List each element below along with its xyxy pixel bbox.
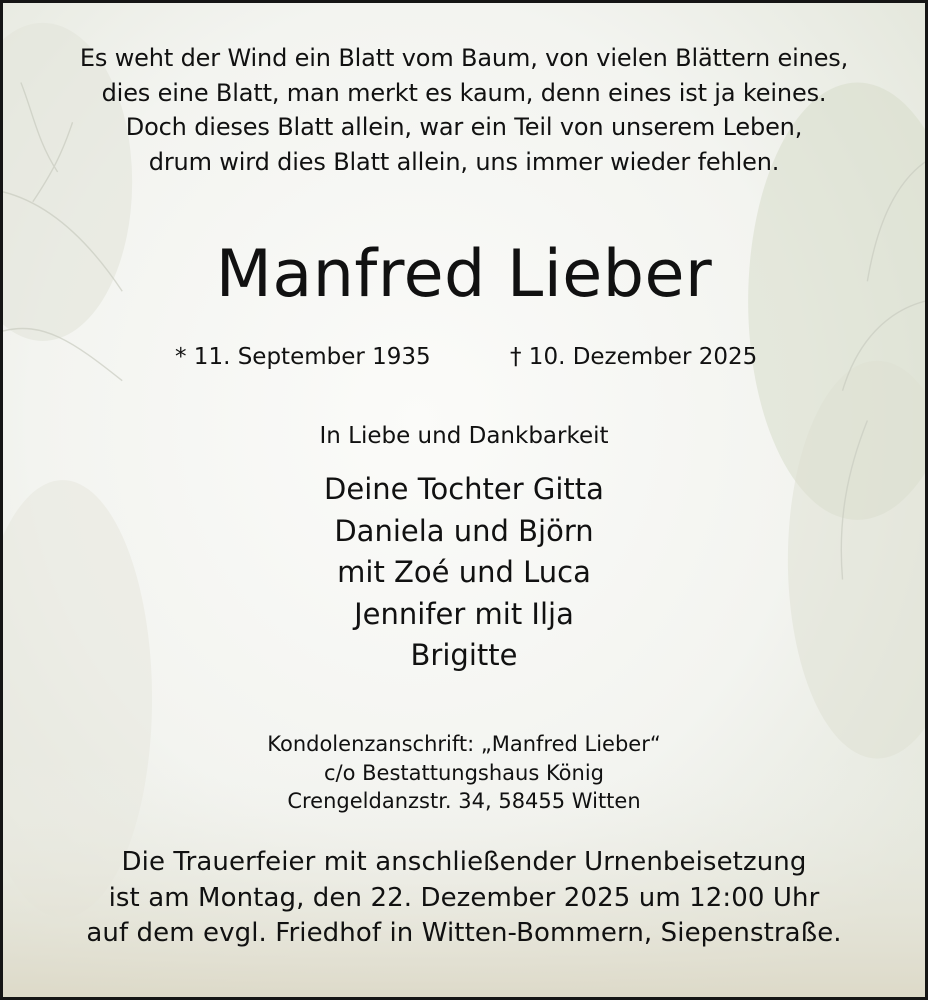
mourner-name: Deine Tochter Gitta [324, 472, 604, 506]
poem-line: Es weht der Wind ein Blatt vom Baum, von vielen Blättern eines, [79, 44, 849, 72]
mourner-name: mit Zoé und Luca [337, 555, 591, 589]
notice-content [3, 3, 925, 997]
address-line: c/o Bestattungshaus König [323, 760, 605, 785]
mourner-name: Daniela und Björn [334, 513, 594, 548]
poem [3, 41, 925, 179]
ceremony-line: auf dem evgl. Friedhof in Witten-Bommern, Siepenstraße. [86, 918, 842, 948]
mourners-list [3, 469, 925, 677]
address-line: Crengeldanzstr. 34, 58455 Witten [287, 789, 641, 813]
death-date: † 10. Dezember 2025 [510, 344, 758, 370]
condolence-address [3, 730, 925, 816]
poem-line: dies eine Blatt, man merkt es kaum, denn eines ist ja keines. [101, 78, 827, 107]
ceremony-line: ist am Montag, den 22. Dezember 2025 um 12:00 Uhr [108, 882, 820, 913]
address-line: Kondolenzanschrift: „Manfred Lieber“ [267, 732, 661, 756]
poem-line: Doch dieses Blatt allein, war ein Teil von unserem Leben, [125, 113, 803, 141]
mourner-name: Jennifer mit Ilja [354, 596, 574, 631]
mourner-name: Brigitte [410, 638, 518, 672]
ceremony-line: Die Trauerfeier mit anschließender Urnenbeisetzung [121, 847, 807, 877]
birth-date: * 11. September 1935 [175, 344, 431, 370]
deceased-name: Manfred Lieber [215, 237, 713, 312]
mourners-intro: In Liebe und Dankbarkeit [319, 423, 609, 449]
poem-line: drum wird dies Blatt allein, uns immer wieder fehlen. [148, 147, 780, 176]
funeral-ceremony-info [3, 845, 925, 952]
